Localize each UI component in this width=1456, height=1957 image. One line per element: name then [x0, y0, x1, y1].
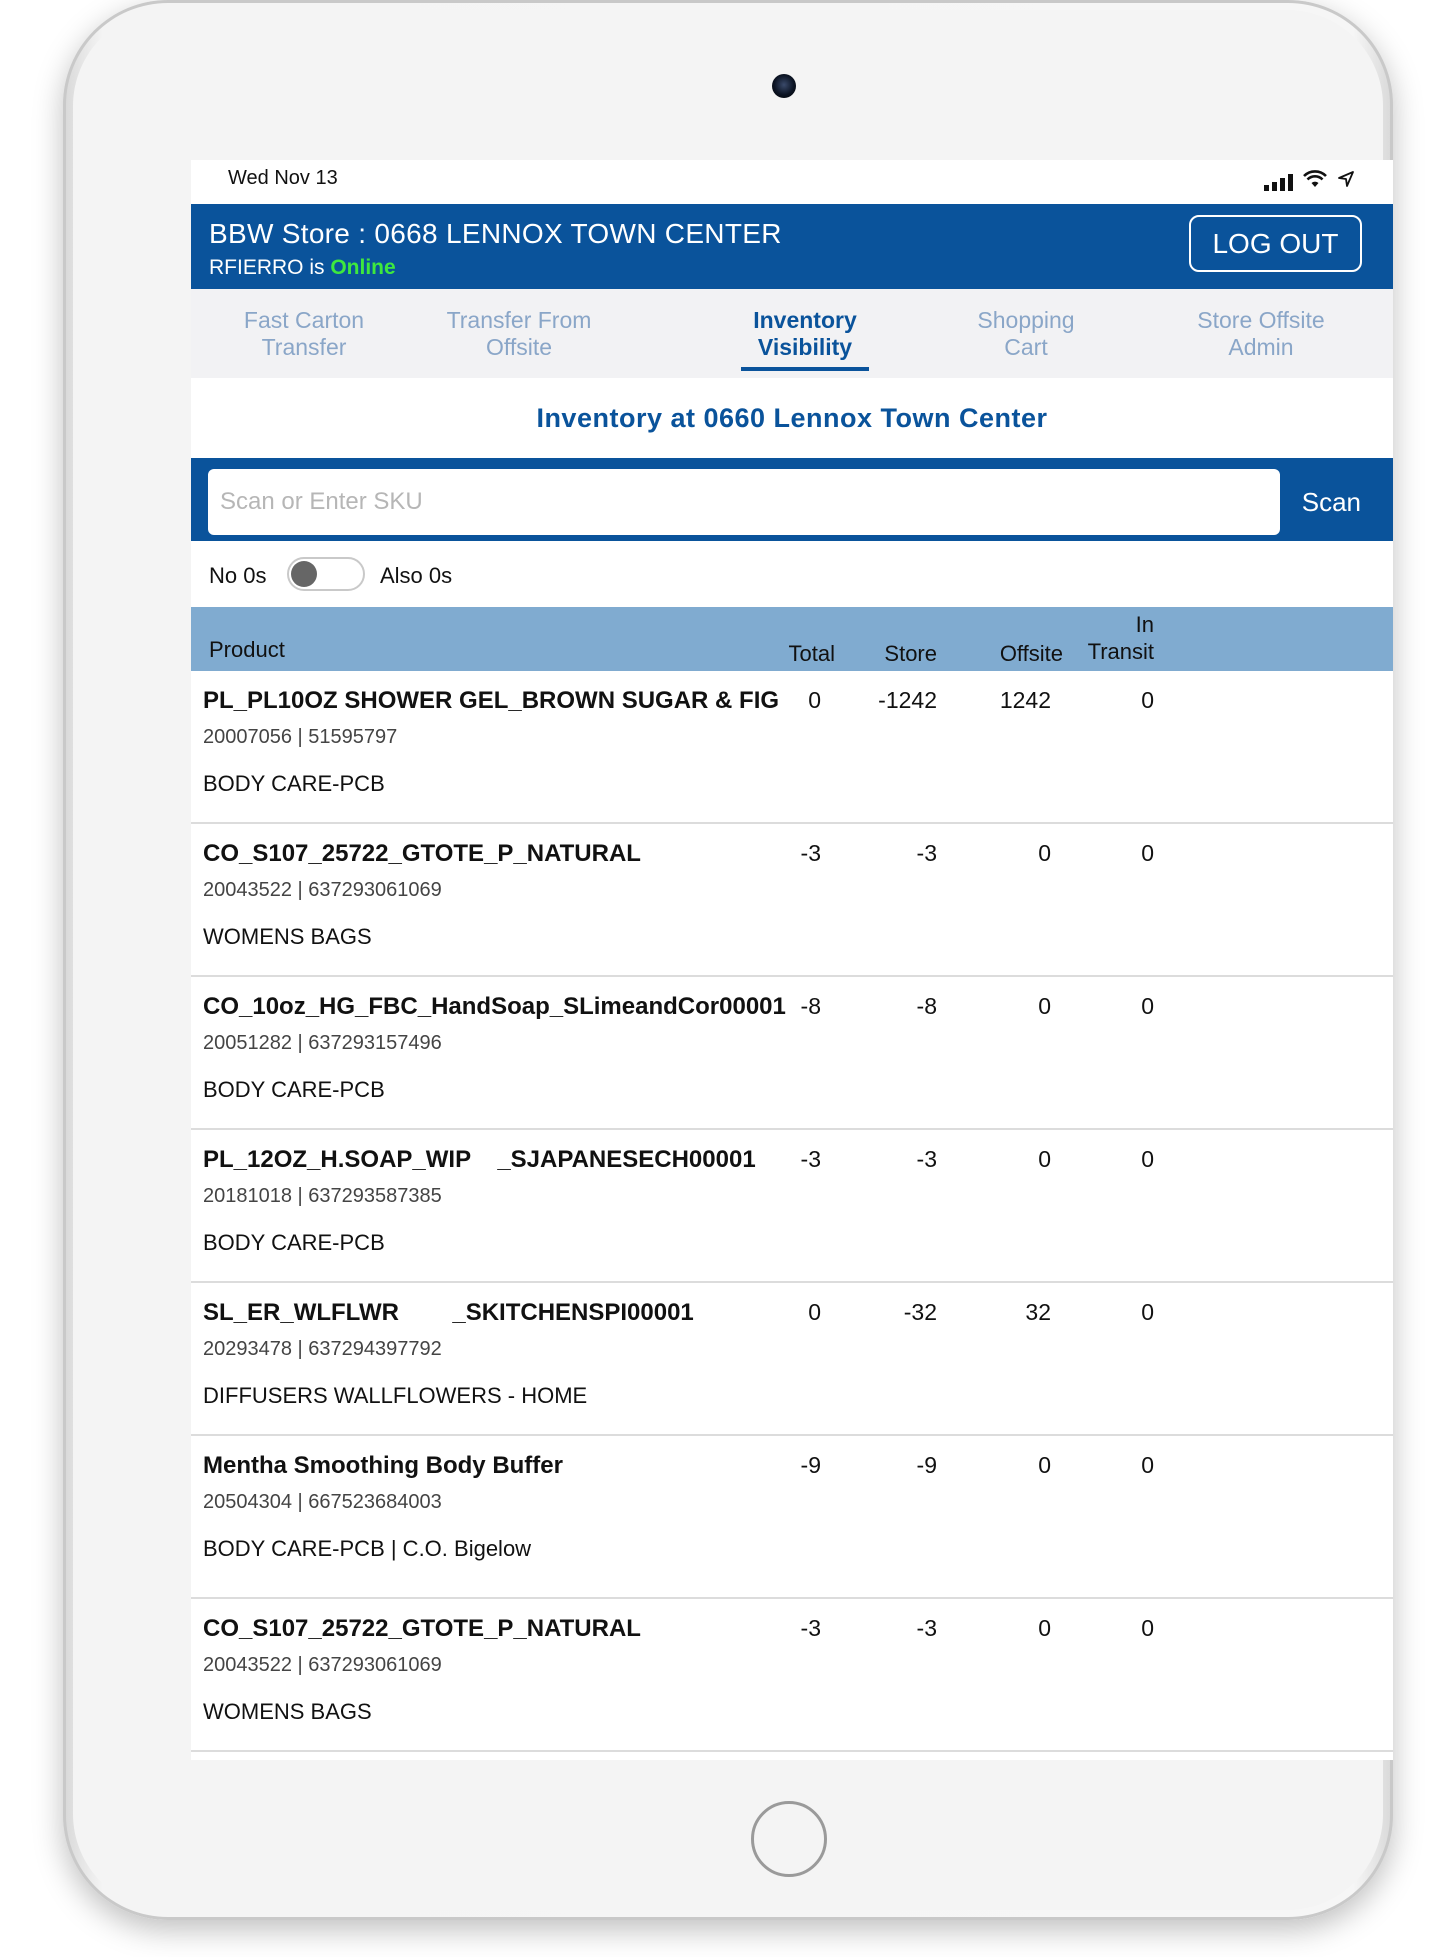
status-date: Wed Nov 13 [228, 167, 338, 189]
front-camera [772, 74, 796, 98]
product-ids: 20504304 | 667523684003 [203, 1491, 442, 1513]
col-header-in-transit-line1: In [1135, 612, 1154, 637]
product-name: PL_12OZ_H.SOAP_WIP _SJAPANESECH00001 [203, 1146, 756, 1173]
toggle-knob [291, 561, 317, 587]
zero-filter-row [191, 541, 1393, 607]
product-name: CO_10oz_HG_FBC_HandSoap_SLimeandCor00001 [203, 993, 786, 1020]
tab-label-line1: Fast Carton [243, 307, 365, 333]
user-status [209, 256, 396, 280]
table-row[interactable] [191, 1130, 1393, 1283]
product-name: SL_ER_WLFLWR _SKITCHENSPI00001 [203, 1299, 694, 1326]
table-header [191, 607, 1393, 671]
tab-shopping-cart[interactable] [961, 307, 1091, 361]
tablet-frame [63, 0, 1393, 1920]
tab-transfer-from-offsite[interactable] [419, 307, 619, 361]
total-qty: -8 [800, 993, 821, 1019]
in-transit-qty: 0 [1141, 1299, 1154, 1325]
sku-search-input[interactable] [208, 469, 1280, 535]
offsite-qty: 32 [1025, 1299, 1051, 1325]
product-category: DIFFUSERS WALLFLOWERS - HOME [203, 1383, 588, 1408]
username: RFIERRO [209, 256, 304, 279]
product-category: BODY CARE-PCB [203, 1077, 385, 1102]
product-category: BODY CARE-PCB [203, 771, 385, 796]
product-ids: 20051282 | 637293157496 [203, 1032, 442, 1054]
scan-button[interactable]: Scan [1296, 477, 1367, 527]
status-bar [191, 160, 1393, 204]
product-category: WOMENS BAGS [203, 924, 372, 949]
table-row[interactable] [191, 824, 1393, 977]
user-status-separator: is [303, 256, 331, 279]
tab-label-line2: Cart [1004, 334, 1048, 360]
store-qty: -1242 [878, 687, 937, 713]
status-icons [1264, 170, 1355, 191]
screen [191, 160, 1393, 1760]
col-header-in-transit-line2: Transit [1087, 639, 1154, 664]
tab-label-line1: Shopping [977, 307, 1075, 333]
product-ids: 20293478 | 637294397792 [203, 1338, 442, 1360]
offsite-qty: 0 [1038, 840, 1051, 866]
tab-label-line2: Transfer [261, 334, 347, 360]
product-name: CO_S107_25722_GTOTE_P_NATURAL [203, 840, 641, 867]
product-name: CO_S107_25722_GTOTE_P_NATURAL [203, 1615, 641, 1642]
tab-label-line2: Visibility [757, 334, 853, 360]
logout-button[interactable]: LOG OUT [1189, 215, 1362, 272]
in-transit-qty: 0 [1141, 687, 1154, 713]
signal-icon [1264, 173, 1293, 191]
table-row[interactable] [191, 1283, 1393, 1436]
tab-label-line1: Inventory [753, 307, 857, 333]
total-qty: 0 [808, 1299, 821, 1325]
tab-label-line2: Admin [1228, 334, 1294, 360]
offsite-qty: 1242 [999, 687, 1051, 713]
table-row[interactable] [191, 671, 1393, 824]
total-qty: -3 [800, 840, 821, 866]
col-header-offsite: Offsite [999, 641, 1063, 666]
product-name: PL_PL10OZ SHOWER GEL_BROWN SUGAR & FIG [203, 687, 780, 714]
product-category: WOMENS BAGS [203, 1699, 372, 1724]
store-qty: -3 [916, 1615, 937, 1641]
col-header-in-transit [1059, 611, 1154, 665]
search-bar [191, 458, 1393, 541]
tab-inventory-visibility[interactable] [749, 307, 861, 361]
in-transit-qty: 0 [1141, 1146, 1154, 1172]
in-transit-qty: 0 [1141, 993, 1154, 1019]
wifi-icon [1303, 170, 1327, 191]
col-header-store: Store [884, 641, 937, 666]
total-qty: -9 [800, 1452, 821, 1478]
no-zeros-label: No 0s [209, 563, 267, 588]
tab-fast-carton-transfer[interactable] [229, 307, 379, 361]
online-status: Online [330, 256, 396, 279]
store-title: BBW Store : 0668 LENNOX TOWN CENTER [209, 218, 782, 249]
store-qty: -3 [916, 1146, 937, 1172]
location-arrow-icon [1337, 170, 1355, 191]
col-header-product: Product [209, 637, 285, 662]
tab-store-offsite-admin[interactable] [1176, 307, 1346, 361]
offsite-qty: 0 [1038, 1615, 1051, 1641]
in-transit-qty: 0 [1141, 1615, 1154, 1641]
product-ids: 20043522 | 637293061069 [203, 879, 442, 901]
home-button[interactable] [751, 1801, 827, 1877]
total-qty: -3 [800, 1615, 821, 1641]
tab-label-line1: Transfer From [446, 307, 592, 333]
offsite-qty: 0 [1038, 1146, 1051, 1172]
table-row[interactable] [191, 1599, 1393, 1752]
store-qty: -9 [916, 1452, 937, 1478]
tab-bar [191, 289, 1393, 378]
offsite-qty: 0 [1038, 993, 1051, 1019]
also-zeros-label: Also 0s [380, 563, 453, 588]
table-row[interactable] [191, 977, 1393, 1130]
app-header [191, 204, 1393, 289]
table-row[interactable] [191, 1436, 1393, 1599]
product-name: Mentha Smoothing Body Buffer [203, 1452, 563, 1479]
inventory-list [191, 671, 1393, 1752]
store-qty: -3 [916, 840, 937, 866]
zeros-toggle[interactable] [287, 557, 365, 591]
product-ids: 20007056 | 51595797 [203, 726, 398, 748]
store-qty: -8 [916, 993, 937, 1019]
total-qty: -3 [800, 1146, 821, 1172]
product-ids: 20181018 | 637293587385 [203, 1185, 442, 1207]
product-ids: 20043522 | 637293061069 [203, 1654, 442, 1676]
store-qty: -32 [903, 1299, 937, 1325]
col-header-total: Total [788, 641, 835, 666]
product-category: BODY CARE-PCB | C.O. Bigelow [203, 1536, 532, 1561]
tab-label-line1: Store Offsite [1197, 307, 1325, 333]
tab-label-line2: Offsite [485, 334, 553, 360]
product-category: BODY CARE-PCB [203, 1230, 385, 1255]
offsite-qty: 0 [1038, 1452, 1051, 1478]
page-title: Inventory at 0660 Lennox Town Center [191, 378, 1393, 458]
total-qty: 0 [808, 687, 821, 713]
in-transit-qty: 0 [1141, 840, 1154, 866]
in-transit-qty: 0 [1141, 1452, 1154, 1478]
